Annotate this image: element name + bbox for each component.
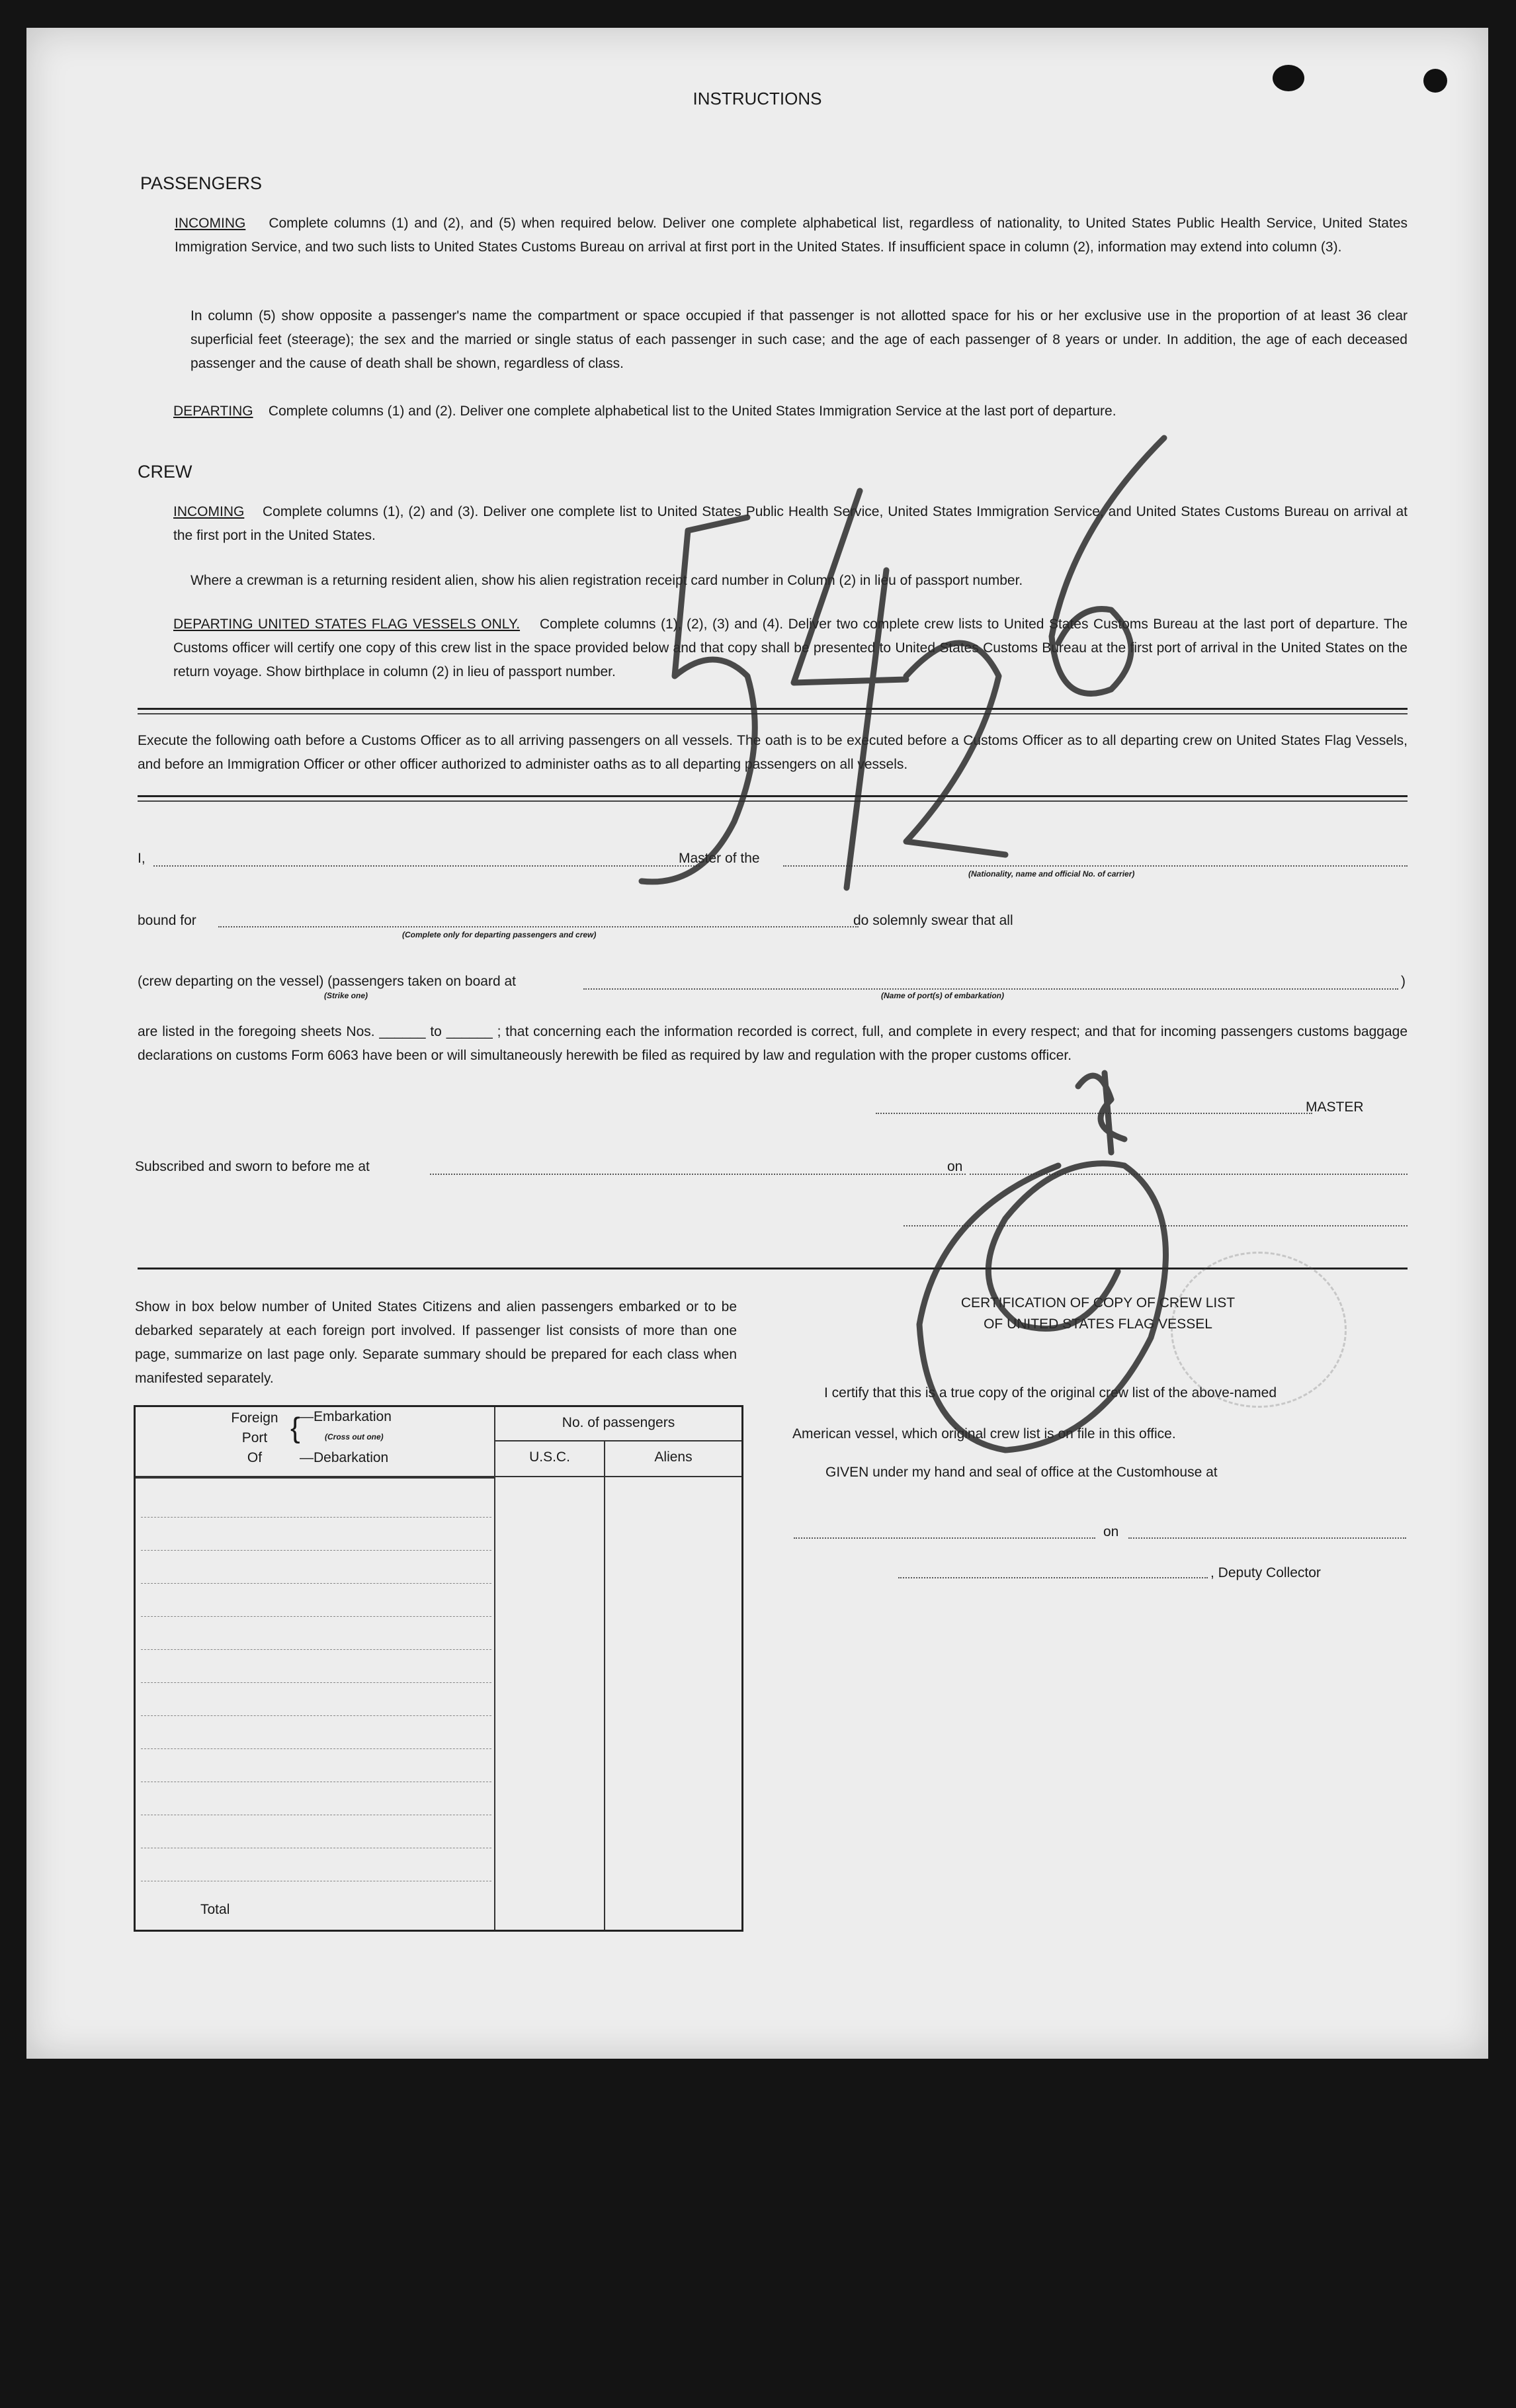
summary-instructions: Show in box below number of United States Citizens and alien passengers embarked or to be debarked separately at each foreign port involved. If passenger list consists of more than one page, summarize on last page only. Separate summary should be prepared for each class when manifested separately. <box>135 1299 737 1386</box>
form-title: INSTRUCTIONS <box>693 89 822 108</box>
complete-only-note: (Complete only for departing passengers and crew) <box>402 930 597 939</box>
certification-title-line1: CERTIFICATION OF COPY OF CREW LIST <box>960 1295 1236 1311</box>
ports-note: (Name of port(s) of embarkation) <box>881 991 1005 1000</box>
master-label: MASTER <box>1306 1099 1364 1115</box>
usc-header: U.S.C. <box>529 1449 570 1465</box>
passengers-incoming-label: INCOMING <box>175 216 246 231</box>
certification-title-line2: OF UNITED STATES FLAG VESSEL <box>984 1316 1212 1332</box>
solemnly-swear-text: do solemnly swear that all <box>853 913 1013 928</box>
cert-on-label: on <box>1103 1524 1119 1539</box>
cross-out-note: (Cross out one) <box>325 1432 384 1441</box>
oath-i-label: I, <box>138 851 146 866</box>
passengers-departing-text: Complete columns (1) and (2). Deliver one complete alphabetical list to the United States Immigration Service at the last port of departure. <box>268 404 1116 419</box>
close-paren: ) <box>1401 974 1406 989</box>
brace-icon: { <box>290 1412 300 1444</box>
crew-resident-text: Where a crewman is a returning resident alien, show his alien registration receipt card number in Column (2) in lieu of passport number. <box>190 573 1023 588</box>
crew-heading: CREW <box>138 462 192 482</box>
certify-line2: American vessel, which original crew list is on file in this office. <box>792 1426 1176 1441</box>
strike-one-note: (Strike one) <box>324 991 368 1000</box>
sworn-on-label: on <box>947 1159 963 1174</box>
handwritten-digit-4 <box>794 491 906 888</box>
handwritten-scribble-mark <box>1078 1073 1124 1152</box>
master-of-the-label: Master of the <box>679 851 760 866</box>
punch-hole <box>1423 69 1447 93</box>
handwritten-digit-2 <box>906 643 1005 855</box>
oath-listed-text: are listed in the foregoing sheets Nos. ______ to ______ ; that concerning each the information recorded is correct, full, and complete in every respect; and that for incoming passengers customs baggage declarations on customs Form 6063 have been or will simultaneously herewith be filed as required by law and regulation with the proper customs officer. <box>138 1024 1408 1063</box>
of-label: Of <box>247 1450 263 1465</box>
crew-departing-label: DEPARTING UNITED STATES FLAG VESSELS ONLY. <box>173 617 521 632</box>
oath-intro: Execute the following oath before a Customs Officer as to all arriving passengers on all vessels. The oath is to be executed before a Customs Officer as to all departing crew on United States Flag Vessels, and before an Immigration Officer or other officer authorized to administer oaths as to all departing passengers on all vessels. <box>138 733 1408 772</box>
deputy-collector-label: , Deputy Collector <box>1210 1565 1321 1580</box>
handwritten-marks <box>26 28 1488 2059</box>
embarkation-option[interactable]: —Embarkation <box>300 1409 392 1424</box>
crew-incoming-label: INCOMING <box>173 504 245 519</box>
crew-departing-text: Complete columns (1), (2), (3) and (4). Deliver two complete crew lists to United States Customs Bureau at the last port of departure. The Customs officer will certify one copy of this crew list in the space provided below and that copy shall be presented to United States Customs Bureau at the first port of arrival in the United States on the return voyage. Show birthplace in column (2) in lieu of passport number. <box>173 617 1408 679</box>
certify-line1: I certify that this is a true copy of the original crew list of the above-named <box>824 1385 1277 1400</box>
no-passengers-header: No. of passengers <box>562 1415 675 1430</box>
passengers-incoming-text: Complete columns (1) and (2), and (5) when required below. Deliver one complete alphabetical list, regardless of nationality, to United States Public Health Service, United States Immigration Service, and two such lists to United States Customs Bureau on arrival at first port in the United States. If insufficient space in column (2), information may extend into column (3). <box>175 216 1408 255</box>
passengers-departing-label: DEPARTING <box>173 404 253 419</box>
total-label: Total <box>200 1902 230 1917</box>
subscribed-label: Subscribed and sworn to before me at <box>135 1159 370 1174</box>
punch-hole <box>1273 65 1304 91</box>
given-text: GIVEN under my hand and seal of office at the Customhouse at <box>825 1465 1218 1480</box>
handwritten-digit-5 <box>642 517 755 882</box>
port-label: Port <box>241 1430 268 1445</box>
passengers-column5-text: In column (5) show opposite a passenger's name the compartment or space occupied if that passenger is not allotted space for his or her exclusive use in the proportion of at least 36 clear superficial feet (steerage); the sex and the married or single status of each passenger in such case; and the age of each passenger of 8 years or under. In addition, the age of each deceased passenger and the cause of death shall be shown, regardless of class. <box>190 308 1408 371</box>
passengers-heading: PASSENGERS <box>140 173 263 193</box>
form-sheet <box>26 28 1488 2059</box>
crew-incoming-text: Complete columns (1), (2) and (3). Deliver one complete list to United States Public Health Service, United States Immigration Service, and United States Customs Bureau on arrival at the first port in the United States. <box>173 504 1408 543</box>
nationality-note: (Nationality, name and official No. of carrier) <box>968 869 1135 879</box>
debarkation-option[interactable]: —Debarkation <box>300 1450 389 1465</box>
handwritten-digit-6 <box>1052 438 1164 693</box>
bound-for-label: bound for <box>138 913 196 928</box>
crew-departing-text: (crew departing on the vessel) (passengers taken on board at <box>138 974 516 989</box>
handwritten-circle-mark <box>919 1164 1166 1450</box>
foreign-label: Foreign <box>231 1410 278 1426</box>
aliens-header: Aliens <box>654 1449 693 1465</box>
